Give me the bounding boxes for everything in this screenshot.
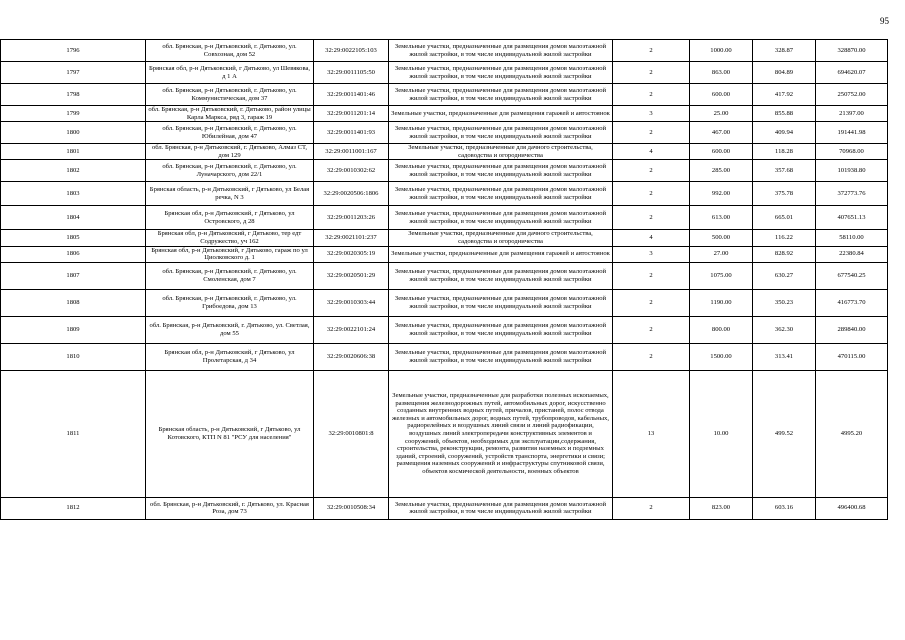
address-cell: обл. Брянская, р-н Дятьковский, г. Дятьково, ул. Светлая, дом 55 bbox=[146, 316, 314, 343]
specific-value-cell: 362.30 bbox=[753, 316, 816, 343]
cadastral-number-cell: 32:29:0022105:103 bbox=[314, 40, 389, 62]
row-number: 1802 bbox=[1, 160, 146, 182]
area-cell: 10.00 bbox=[690, 370, 753, 497]
land-use-cell: Земельные участки, предназначенные для размещения домов малоэтажной жилой застройки, в том числе индивидуальной жилой застройки bbox=[389, 343, 613, 370]
group-cell: 2 bbox=[613, 40, 690, 62]
table-row bbox=[1, 206, 888, 230]
table-row bbox=[1, 40, 888, 62]
address-cell: обл. Брянская, р-н Дятьковский, г. Дятьково, ул. Совхозная, дом 52 bbox=[146, 40, 314, 62]
specific-value-cell: 665.01 bbox=[753, 206, 816, 230]
table-row bbox=[1, 62, 888, 84]
cadastral-value-cell: 416773.70 bbox=[816, 289, 888, 316]
group-cell: 13 bbox=[613, 370, 690, 497]
land-use-cell: Земельные участки, предназначенные для размещения домов малоэтажной жилой застройки, в том числе индивидуальной жилой застройки bbox=[389, 84, 613, 106]
address-cell: Брянская область, р-н Дятьковский, г Дятьково, ул Белая речка, N 3 bbox=[146, 182, 314, 206]
cadastral-value-cell: 328870.00 bbox=[816, 40, 888, 62]
table-row bbox=[1, 230, 888, 246]
table-row bbox=[1, 370, 888, 497]
specific-value-cell: 409.94 bbox=[753, 122, 816, 144]
table-row bbox=[1, 160, 888, 182]
table-row bbox=[1, 106, 888, 122]
specific-value-cell: 357.68 bbox=[753, 160, 816, 182]
specific-value-cell: 116.22 bbox=[753, 230, 816, 246]
cadastral-value-table bbox=[0, 39, 888, 520]
area-cell: 27.00 bbox=[690, 246, 753, 262]
cadastral-value-cell: 496400.68 bbox=[816, 497, 888, 519]
table-row bbox=[1, 246, 888, 262]
land-use-cell: Земельные участки, предназначенные для размещения домов малоэтажной жилой застройки, в том числе индивидуальной жилой застройки bbox=[389, 160, 613, 182]
address-cell: Брянская обл, р-н Дятьковский, г Дятьково, ул Шевякова, д 1 А bbox=[146, 62, 314, 84]
land-use-cell: Земельные участки, предназначенные для размещения домов малоэтажной жилой застройки, в том числе индивидуальной жилой застройки bbox=[389, 262, 613, 289]
row-number: 1799 bbox=[1, 106, 146, 122]
table-row bbox=[1, 84, 888, 106]
row-number: 1811 bbox=[1, 370, 146, 497]
specific-value-cell: 313.41 bbox=[753, 343, 816, 370]
group-cell: 2 bbox=[613, 84, 690, 106]
table-row bbox=[1, 316, 888, 343]
table-row bbox=[1, 497, 888, 519]
land-use-cell: Земельные участки, предназначенные для дачного строительства, садоводства и огородничества bbox=[389, 230, 613, 246]
table-row bbox=[1, 122, 888, 144]
cadastral-value-cell: 191441.98 bbox=[816, 122, 888, 144]
row-number: 1806 bbox=[1, 246, 146, 262]
cadastral-number-cell: 32:29:0010303:44 bbox=[314, 289, 389, 316]
group-cell: 3 bbox=[613, 246, 690, 262]
group-cell: 2 bbox=[613, 122, 690, 144]
cadastral-number-cell: 32:29:0010801:8 bbox=[314, 370, 389, 497]
specific-value-cell: 350.23 bbox=[753, 289, 816, 316]
area-cell: 600.00 bbox=[690, 84, 753, 106]
specific-value-cell: 855.88 bbox=[753, 106, 816, 122]
cadastral-value-cell: 70968.00 bbox=[816, 144, 888, 160]
cadastral-value-cell: 470115.00 bbox=[816, 343, 888, 370]
address-cell: Брянская обл, р-н Дятьковский, г Дятьково, ул Пролетарская, д 34 bbox=[146, 343, 314, 370]
cadastral-number-cell: 32:29:0011401:46 bbox=[314, 84, 389, 106]
specific-value-cell: 417.92 bbox=[753, 84, 816, 106]
land-use-cell: Земельные участки, предназначенные для размещения домов малоэтажной жилой застройки, в том числе индивидуальной жилой застройки bbox=[389, 182, 613, 206]
cadastral-value-cell: 21397.00 bbox=[816, 106, 888, 122]
cadastral-number-cell: 32:29:0022101:24 bbox=[314, 316, 389, 343]
cadastral-value-cell: 407651.13 bbox=[816, 206, 888, 230]
cadastral-number-cell: 32:29:0011001:167 bbox=[314, 144, 389, 160]
group-cell: 2 bbox=[613, 206, 690, 230]
group-cell: 4 bbox=[613, 144, 690, 160]
cadastral-value-cell: 58110.00 bbox=[816, 230, 888, 246]
land-use-cell: Земельные участки, предназначенные для размещения домов малоэтажной жилой застройки, в том числе индивидуальной жилой застройки bbox=[389, 316, 613, 343]
land-use-cell: Земельные участки, предназначенные для разработки полезных ископаемых, размещения железнодорожных путей, автомобильных дорог, искусственно созданных внутренних водных путей, причалов, пристаней, полос отвода железных и автомобильных дорог, водных путей, трубопроводов, кабельных, радиорелейных и воздушных линий связи и линий радиофикации, воздушных линий электропередачи конструктивных элементов и сооружений, объектов, необходимых для эксплуатации,содержания, строительства, реконструкции, ремонта, развития наземных и подземных зданий, строений, сооружений, устройств транспорта, энергетики и связи; размещения наземных сооружений и инфраструктуры спутниковой связи, объектов космической деятельности, военных объектов bbox=[389, 370, 613, 497]
group-cell: 4 bbox=[613, 230, 690, 246]
area-cell: 800.00 bbox=[690, 316, 753, 343]
table-row bbox=[1, 262, 888, 289]
area-cell: 600.00 bbox=[690, 144, 753, 160]
specific-value-cell: 375.78 bbox=[753, 182, 816, 206]
cadastral-value-cell: 694620.07 bbox=[816, 62, 888, 84]
address-cell: обл. Брянская, р-н Дятьковский, г. Дятьково, ул. Грибоедова, дом 13 bbox=[146, 289, 314, 316]
land-use-cell: Земельные участки, предназначенные для размещения домов малоэтажной жилой застройки, в том числе индивидуальной жилой застройки bbox=[389, 206, 613, 230]
address-cell: Брянская область, р-н Дятьковский, г Дятьково, ул Котовского, КТП N 81 "РСУ для населения" bbox=[146, 370, 314, 497]
table-row bbox=[1, 343, 888, 370]
cadastral-number-cell: 32:29:0020606:38 bbox=[314, 343, 389, 370]
cadastral-number-cell: 32:29:0020501:29 bbox=[314, 262, 389, 289]
address-cell: обл. Брянская, р-н Дятьковский, г. Дятьково, Алмаз СТ, дом 129 bbox=[146, 144, 314, 160]
cadastral-number-cell: 32:29:0010302:62 bbox=[314, 160, 389, 182]
page-number: 95 bbox=[880, 16, 889, 26]
row-number: 1805 bbox=[1, 230, 146, 246]
specific-value-cell: 630.27 bbox=[753, 262, 816, 289]
row-number: 1803 bbox=[1, 182, 146, 206]
table-row bbox=[1, 144, 888, 160]
address-cell: обл. Брянская, р-н Дятьковский, г. Дятьково, район улицы Карла Маркса, ряд 3, гараж 19 bbox=[146, 106, 314, 122]
row-number: 1809 bbox=[1, 316, 146, 343]
cadastral-number-cell: 32:29:0011105:50 bbox=[314, 62, 389, 84]
group-cell: 2 bbox=[613, 316, 690, 343]
group-cell: 3 bbox=[613, 106, 690, 122]
address-cell: обл. Брянская, р-н Дятьковский, г. Дятьково, ул. Юбилейная, дом 47 bbox=[146, 122, 314, 144]
row-number: 1810 bbox=[1, 343, 146, 370]
group-cell: 2 bbox=[613, 497, 690, 519]
address-cell: обл. Брянская, р-н Дятьковский, г. Дятьково, ул. Смоленская, дом 7 bbox=[146, 262, 314, 289]
land-use-cell: Земельные участки, предназначенные для размещения домов малоэтажной жилой застройки, в том числе индивидуальной жилой застройки bbox=[389, 40, 613, 62]
area-cell: 613.00 bbox=[690, 206, 753, 230]
cadastral-number-cell: 32:29:0011201:14 bbox=[314, 106, 389, 122]
row-number: 1807 bbox=[1, 262, 146, 289]
land-use-cell: Земельные участки, предназначенные для дачного строительства, садоводства и огородничества bbox=[389, 144, 613, 160]
cadastral-value-cell: 250752.00 bbox=[816, 84, 888, 106]
group-cell: 2 bbox=[613, 62, 690, 84]
group-cell: 2 bbox=[613, 160, 690, 182]
area-cell: 25.00 bbox=[690, 106, 753, 122]
land-use-cell: Земельные участки, предназначенные для размещения домов малоэтажной жилой застройки, в том числе индивидуальной жилой застройки bbox=[389, 122, 613, 144]
cadastral-number-cell: 32:29:0010508:34 bbox=[314, 497, 389, 519]
specific-value-cell: 603.16 bbox=[753, 497, 816, 519]
row-number: 1798 bbox=[1, 84, 146, 106]
area-cell: 992.00 bbox=[690, 182, 753, 206]
row-number: 1812 bbox=[1, 497, 146, 519]
land-use-cell: Земельные участки, предназначенные для размещения домов малоэтажной жилой застройки, в том числе индивидуальной жилой застройки bbox=[389, 497, 613, 519]
area-cell: 285.00 bbox=[690, 160, 753, 182]
address-cell: Брянская обл, р-н Дятьковский, г Дятьково, гараж по ул Циолковского д. 1 bbox=[146, 246, 314, 262]
table-row bbox=[1, 289, 888, 316]
cadastral-number-cell: 32:29:0020506:1806 bbox=[314, 182, 389, 206]
address-cell: Брянская обл, р-н Дятьковский, г Дятьково, тер едт Содружество, уч 162 bbox=[146, 230, 314, 246]
specific-value-cell: 828.92 bbox=[753, 246, 816, 262]
cadastral-number-cell: 32:29:0021101:237 bbox=[314, 230, 389, 246]
area-cell: 1190.00 bbox=[690, 289, 753, 316]
cadastral-number-cell: 32:29:0011203:26 bbox=[314, 206, 389, 230]
area-cell: 823.00 bbox=[690, 497, 753, 519]
row-number: 1808 bbox=[1, 289, 146, 316]
cadastral-number-cell: 32:29:0011401:93 bbox=[314, 122, 389, 144]
group-cell: 2 bbox=[613, 289, 690, 316]
area-cell: 1500.00 bbox=[690, 343, 753, 370]
address-cell: обл. Брянская, р-н Дятьковский, г. Дятьково, ул. Коммунистическая, дом 37 bbox=[146, 84, 314, 106]
cadastral-number-cell: 32:29:0020305:19 bbox=[314, 246, 389, 262]
cadastral-value-cell: 101938.80 bbox=[816, 160, 888, 182]
address-cell: обл. Брянская, р-н Дятьковский, г. Дятьково, ул. Красная Роза, дом 73 bbox=[146, 497, 314, 519]
address-cell: Брянская обл, р-н Дятьковский, г Дятьково, ул Островского, д 28 bbox=[146, 206, 314, 230]
land-use-cell: Земельные участки, предназначенные для размещения домов малоэтажной жилой застройки, в том числе индивидуальной жилой застройки bbox=[389, 289, 613, 316]
cadastral-value-cell: 677540.25 bbox=[816, 262, 888, 289]
area-cell: 863.00 bbox=[690, 62, 753, 84]
group-cell: 2 bbox=[613, 343, 690, 370]
group-cell: 2 bbox=[613, 182, 690, 206]
cadastral-value-cell: 372773.76 bbox=[816, 182, 888, 206]
specific-value-cell: 118.28 bbox=[753, 144, 816, 160]
row-number: 1804 bbox=[1, 206, 146, 230]
table-row bbox=[1, 182, 888, 206]
specific-value-cell: 804.89 bbox=[753, 62, 816, 84]
group-cell: 2 bbox=[613, 262, 690, 289]
cadastral-value-cell: 289840.00 bbox=[816, 316, 888, 343]
area-cell: 1075.00 bbox=[690, 262, 753, 289]
land-use-cell: Земельные участки, предназначенные для размещения гаражей и автостоянок bbox=[389, 106, 613, 122]
row-number: 1801 bbox=[1, 144, 146, 160]
land-use-cell: Земельные участки, предназначенные для размещения гаражей и автостоянок bbox=[389, 246, 613, 262]
address-cell: обл. Брянская, р-н Дятьковский, г. Дятьково, ул. Луначарского, дом 22/1 bbox=[146, 160, 314, 182]
area-cell: 467.00 bbox=[690, 122, 753, 144]
specific-value-cell: 328.87 bbox=[753, 40, 816, 62]
row-number: 1796 bbox=[1, 40, 146, 62]
area-cell: 500.00 bbox=[690, 230, 753, 246]
cadastral-value-cell: 22380.84 bbox=[816, 246, 888, 262]
row-number: 1800 bbox=[1, 122, 146, 144]
cadastral-value-cell: 4995.20 bbox=[816, 370, 888, 497]
specific-value-cell: 499.52 bbox=[753, 370, 816, 497]
row-number: 1797 bbox=[1, 62, 146, 84]
area-cell: 1000.00 bbox=[690, 40, 753, 62]
land-use-cell: Земельные участки, предназначенные для размещения домов малоэтажной жилой застройки, в том числе индивидуальной жилой застройки bbox=[389, 62, 613, 84]
